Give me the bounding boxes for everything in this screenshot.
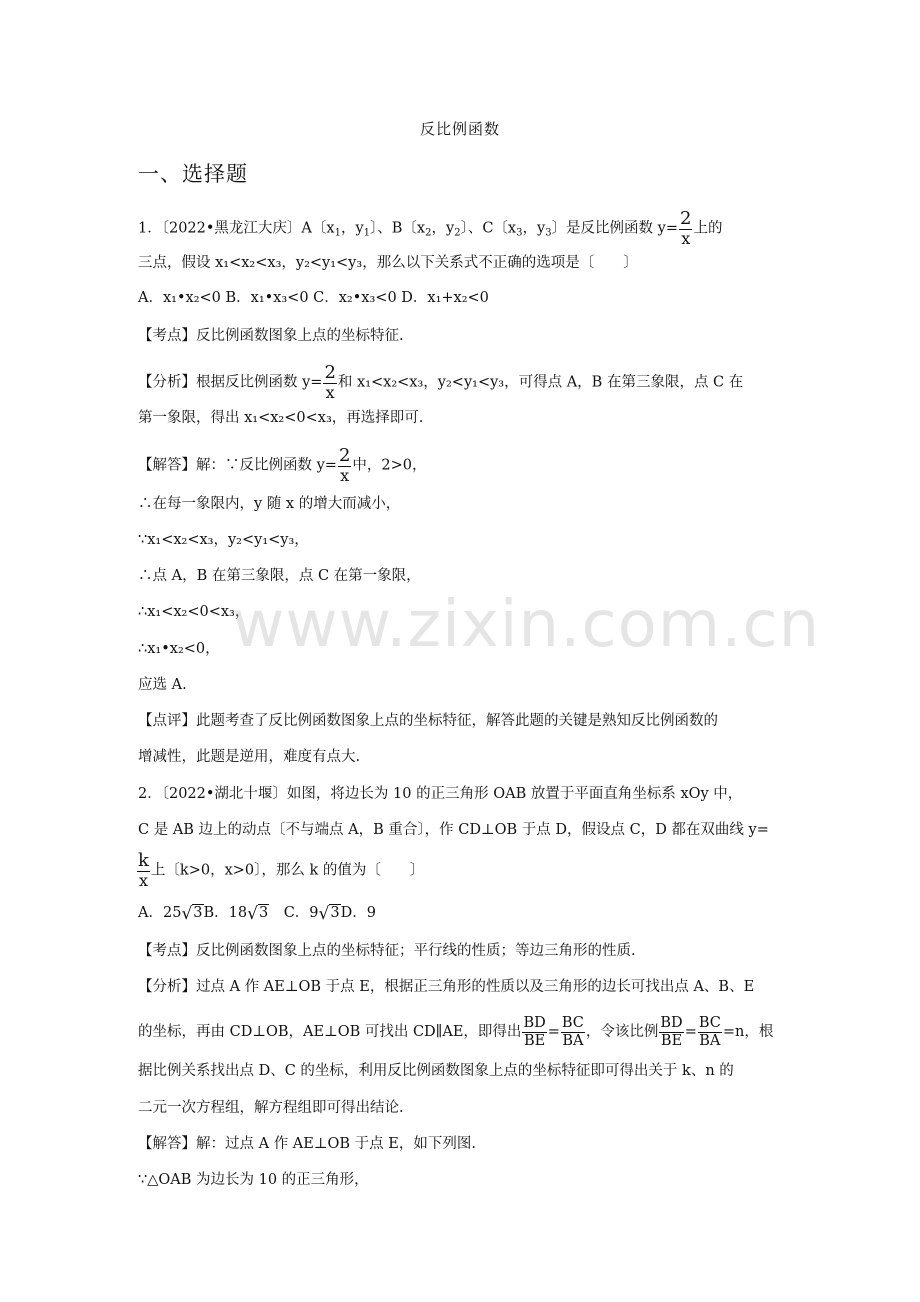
q1-step: ∴在每一象限内，y 随 x 的增大而减小， — [138, 496, 401, 512]
q2-stem-line1: 2．〔2022•湖北十堰〕如图，将边长为 10 的正三角形 OAB 放置于平面直角坐标系 xOy 中， — [138, 786, 743, 802]
q1-kaodian: 【考点】反比例函数图象上点的坐标特征. — [138, 328, 404, 344]
q1-step: ∴x₁•x₂<0， — [138, 641, 220, 657]
fraction-2-over-x: $\frac{2}{x}$ — [324, 362, 336, 402]
fraction-bc-over-ba: $\frac{BC}{BA}$ — [698, 1015, 721, 1049]
q2-last-line: ∵△OAB 为边长为 10 的正三角形， — [138, 1172, 369, 1188]
fraction-2-over-x: $\frac{2}{x}$ — [680, 208, 692, 248]
q2-stem-line3: $\frac{k}{x}$ 上〔k>0，x>0〕，那么 k 的值为〔 〕 — [138, 850, 425, 890]
fraction-2-over-x: $\frac{2}{x}$ — [338, 445, 351, 485]
fraction-bc-over-ba: $\frac{BC}{BA}$ — [561, 1015, 584, 1049]
q1-dianping-line1: 【点评】此题考查了反比例函数图象上点的坐标特征，解答此题的关键是熟知反比例函数的 — [138, 713, 718, 729]
q2-fenxi-line2: 的坐标，再由 CD⊥OB，AE⊥OB 可找出 CD∥AE，即得出 $\frac{BD}{BE}$ = $\frac{BC}{BA}$ ，令该比例 $\frac{BD}{BE}$ = $\frac{BC}{BA}$ =n，根 — [138, 1015, 774, 1049]
q1-jieda: 【解答】解：∵反比例函数 y= $\frac{2}{x}$ 中，2>0， — [138, 445, 427, 485]
fraction-bd-over-be: $\frac{BD}{BE}$ — [523, 1015, 546, 1049]
q2-stem-line2: C 是 AB 边上的动点〔不与端点 A，B 重合〕，作 CD⊥OB 于点 D，假设点 C，D 都在双曲线 y= — [138, 822, 769, 838]
sqrt-icon: √3 — [318, 904, 340, 924]
q1-dianping-line2: 增减性，此题是逆用，难度有点大. — [138, 749, 361, 765]
q2-fenxi-line1: 【分析】过点 A 作 AE⊥OB 于点 E，根据正三角形的性质以及三角形的边长可找出点 A、B、E — [138, 979, 755, 995]
q1-step: ∴点 A，B 在第三象限，点 C 在第一象限， — [138, 568, 421, 584]
sqrt-icon: √3 — [181, 904, 203, 924]
q2-fenxi-line4: 二元一次方程组，解方程组即可得出结论. — [138, 1100, 404, 1116]
q1-step: 应选 A. — [138, 677, 187, 693]
q1-step: ∴x₁<x₂<0<x₃， — [138, 604, 250, 620]
page-title: 反比例函数 — [419, 120, 500, 138]
section-heading: 一、选择题 — [138, 162, 248, 186]
q2-fenxi-line3: 据比例关系找出点 D、C 的坐标，利用反比例函数图象上点的坐标特征即可得出关于 k、n 的 — [138, 1063, 734, 1079]
fraction-k-over-x: $\frac{k}{x}$ — [138, 850, 149, 890]
sqrt-icon: √3 — [247, 904, 269, 924]
q1-options: A．x₁•x₂<0 B．x₁•x₃<0 C．x₂•x₃<0 D．x₁+x₂<0 — [138, 290, 489, 306]
fraction-bd-over-be: $\frac{BD}{BE}$ — [660, 1015, 683, 1049]
q1-fenxi-line1: 【分析】根据反比例函数 y= $\frac{2}{x}$ 和 x₁<x₂<x₃，y₂<y₁<y₃，可得点 A，B 在第三象限，点 C 在 — [138, 362, 744, 402]
q2-kaodian: 【考点】反比例函数图象上点的坐标特征；平行线的性质；等边三角形的性质. — [138, 943, 636, 959]
watermark: www.zixin.com.cn — [232, 588, 821, 662]
q2-options: A．25√3B．18√3 C．9√3D．9 — [138, 904, 376, 924]
q1-step: ∵x₁<x₂<x₃，y₂<y₁<y₃， — [138, 532, 309, 548]
q1-stem-line2: 三点，假设 x₁<x₂<x₃，y₂<y₁<y₃，那么以下关系式不正确的选项是〔 〕 — [138, 255, 638, 271]
q2-jieda: 【解答】解：过点 A 作 AE⊥OB 于点 E，如下列图. — [138, 1136, 476, 1152]
q1-stem-line1: 1．〔2022•黑龙江大庆〕A〔$x_1$，$y_1$〕、B〔$x_2$，$y_2$〕、C〔$x_3$，$y_3$〕是反比例函数 y= $\frac{2}{x}$ 上的 — [138, 208, 723, 248]
q1-fenxi-line2: 第一象限，得出 x₁<x₂<0<x₃，再选择即可. — [138, 410, 424, 426]
